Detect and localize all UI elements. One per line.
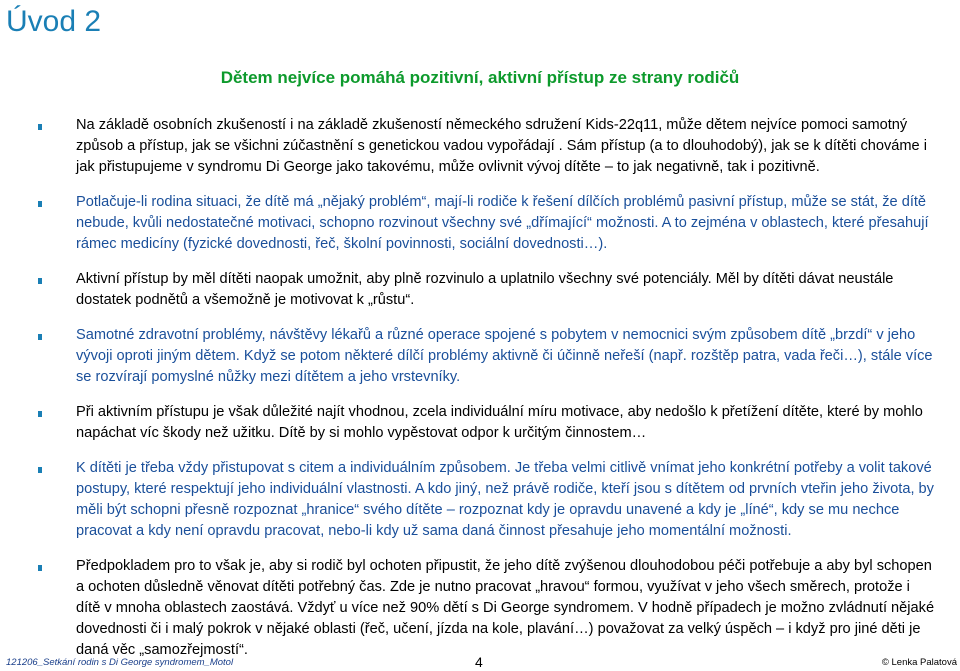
bullet-marker-icon — [38, 334, 42, 340]
bullet-item — [37, 325, 937, 388]
footer-filename: 121206_Setkání rodin s Di George syndromem_Motol — [6, 657, 234, 668]
bullet-marker-icon — [38, 201, 42, 207]
bullet-marker-icon — [38, 411, 42, 417]
bullet-marker-icon — [38, 565, 42, 571]
bullet-item — [37, 402, 937, 444]
bullet-item — [37, 192, 937, 255]
bullet-item — [37, 458, 937, 542]
bullet-item — [37, 556, 937, 661]
copyright-notice: © Lenka Palatová — [881, 657, 957, 668]
bullet-text: Při aktivním přístupu je však důležité najít vhodnou, zcela individuální míru motivace, aby nedošlo k přetížení dítěte, které by mohlo napáchat víc škody než užitku. Dítě by si mohlo vypěstovat odpor k určitým činnostem… — [76, 404, 923, 441]
bullet-marker-icon — [38, 124, 42, 130]
slide-footer — [0, 651, 960, 671]
bullet-text: Aktivní přístup by měl dítěti naopak umožnit, aby plně rozvinulo a uplatnilo všechny své potenciály. Měl by dítěti dávat neustále dostatek podnětů a všemožně je motivovat k „růstu“. — [76, 271, 894, 308]
bullet-item — [37, 269, 937, 311]
bullet-text: Na základě osobních zkušeností i na základě zkušeností německého sdružení Kids-22q11, může dětem nejvíce pomoci samotný způsob a přístup, jak se všichni zúčastnění s genetickou vadou vypořádají . Sám přístup (a to dlouhodobý), jak se k dítěti chováme i jak přistupujeme v syndromu Di George jako takovému, může ovlivnit vývoj dítěte – to jak negativně, tak i pozitivně. — [76, 117, 927, 175]
slide-title: Úvod 2 — [6, 5, 102, 38]
bullet-marker-icon — [38, 278, 42, 284]
bullet-text: Samotné zdravotní problémy, návštěvy lékařů a různé operace spojené s pobytem v nemocnici svým způsobem dítě „brzdí“ v jeho vývoji oproti jiným dětem. Když se potom některé dílčí problémy aktivně či účinně neřeší (např. rozštěp patra, vada řeči…), stále více se rozvírají pomyslné nůžky mezi dítětem a jeho vrstevníky. — [76, 327, 933, 385]
slide-subtitle: Dětem nejvíce pomáhá pozitivní, aktivní přístup ze strany rodičů — [220, 68, 740, 87]
bullet-text: K dítěti je třeba vždy přistupovat s citem a individuálním způsobem. Je třeba velmi citlivě vnímat jeho konkrétní potřeby a volit takové postupy, které respektují jeho individuální vlastnosti. A kdo jiný, než právě rodiče, kteří jsou s dítětem od prvních vteřin jeho života, by měli být schopni přesně rozpoznat „hranice“ svého dítěte – rozpoznat kdy je opravdu unavené a kdy je „líné“, kdy se mu nechce pracovat a kdy není opravdu pracovat, nebo-li kdy už sama daná činnost přesahuje jeho momentální možnosti. — [76, 460, 934, 539]
bullet-list — [37, 115, 937, 661]
page-number: 4 — [475, 654, 483, 670]
bullet-text: Potlačuje-li rodina situaci, že dítě má „nějaký problém“, mají-li rodiče k řešení dílčích problémů pasivní přístup, může se stát, že dítě nebude, kvůli nedostatečné motivaci, schopno rozvinout všechny své „dřímající“ možnosti. A to zejména v oblastech, které přesahují rámec medicíny (fyzické dovednosti, řeč, školní povinnosti, sociální dovednosti…). — [76, 194, 929, 252]
bullet-item — [37, 115, 937, 178]
bullet-marker-icon — [38, 467, 42, 473]
bullet-text: Předpokladem pro to však je, aby si rodič byl ochoten připustit, že jeho dítě zvýšenou dlouhodobou péči potřebuje a aby byl schopen a ochoten důsledně věnovat dítěti potřebný čas. Zde je nutno pracovat „hravou“ formou, využívat v jeho všech směrech, protože i dítě v mnoha oblastech zaostává. Vždyť u více než 90% dětí s Di George syndromem. V hodně případech je možno zvládnutí nějaké dovednosti či i malý pokrok v nějaké oblasti (řeč, učení, jízda na kole, plavání…) považovat za velký úspěch – i když pro jiné děti je daná věc „samozřejmostí“. — [76, 558, 935, 658]
